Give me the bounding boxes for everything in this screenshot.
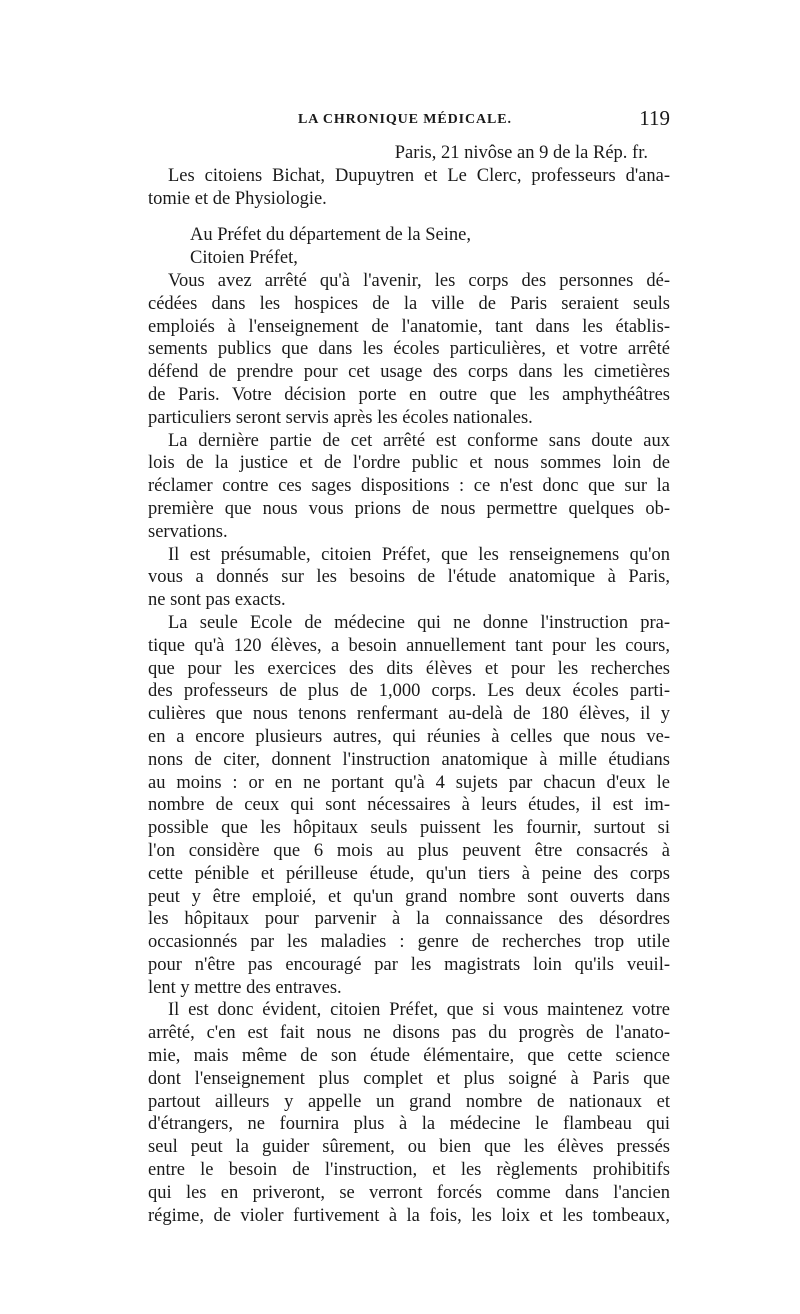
text-line: particuliers seront servis après les écoles nationales. [148,407,533,428]
page-number: 119 [639,106,670,130]
text-line: réclamer contre ces sages dispositions : ce n'est donc que sur la [148,476,670,497]
text-line: Il est donc évident, citoien Préfet, que si vous maintenez votre [168,1000,670,1021]
text-line: servations. [148,521,228,542]
text-line: lois de la justice et de l'ordre public et nous sommes loin de [148,453,670,474]
text-line: mie, mais même de son étude élémentaire, que cette science [148,1046,670,1067]
text-line: l'on considère que 6 mois au plus peuvent être consacrés à [148,840,670,861]
text-line: partout ailleurs y appelle un grand nombre de nationaux et [148,1091,670,1112]
dateline: Paris, 21 nivôse an 9 de la Rép. fr. [394,143,648,163]
paragraph [148,999,670,1227]
text-line: dont l'enseignement plus complet et plus soigné à Paris que [148,1068,670,1089]
paragraph [148,270,670,430]
text-line: qui les en priveront, se verront forcés comme dans l'ancien [148,1182,670,1203]
text-line: seul peut la guider sûrement, ou bien que les élèves pressés [148,1137,670,1158]
text-line: nombre de ceux qui sont nécessaires à leurs études, il est im- [148,795,670,816]
text-line: les hôpitaux pour parvenir à la connaissance des désordres [148,909,670,930]
text-line: d'étrangers, ne fournira plus à la médecine le flambeau qui [148,1114,670,1135]
text-line: arrêté, c'en est fait nous ne disons pas du progrès de l'anato- [148,1023,670,1044]
salutation-line: tomie et de Physiologie. [148,188,327,209]
journal-title: LA CHRONIQUE MÉDICALE. [298,112,512,127]
text-line: que pour les exercices des dits élèves et pour les recherches [148,658,670,679]
paragraph [148,544,670,612]
text-line: vous a donnés sur les besoins de l'étude anatomique à Paris, [148,567,670,588]
text-line: des professeurs de plus de 1,000 corps. Les deux écoles parti- [148,681,670,702]
text-line: ne sont pas exacts. [148,590,286,611]
spacer [148,210,670,224]
salutation-line: Les citoiens Bichat, Dupuytren et Le Clerc, professeurs d'ana- [168,165,670,186]
text-line: entre le besoin de l'instruction, et les règlements prohibitifs [148,1160,670,1181]
text-line: La dernière partie de cet arrêté est conforme sans doute aux [168,430,670,451]
text-line: emploiés à l'enseignement de l'anatomie, tant dans les établis- [148,316,670,337]
text-line: première que nous vous prions de nous permettre quelques ob- [148,498,670,519]
text-line: au moins : or en ne portant qu'à 4 sujets par chacun d'eux le [148,772,670,793]
text-line: cédées dans les hospices de la ville de Paris seraient seuls [148,293,670,314]
paragraph [148,430,670,544]
text-line: nons de citer, donnent l'instruction anatomique à mille étudians [148,749,670,770]
text-line: pour n'être pas encouragé par les magistrats loin qu'ils veuil- [148,954,670,975]
text-line: régime, de violer furtivement à la fois, les loix et les tombeaux, [148,1205,670,1226]
text-line: sements publics que dans les écoles particulières, et votre arrêté [148,339,670,360]
text-line: possible que les hôpitaux seuls puissent les fournir, surtout si [148,818,670,839]
text-line: tique qu'à 120 élèves, a besoin annuellement tant pour les cours, [148,635,670,656]
text-line: Vous avez arrêté qu'à l'avenir, les corps des personnes dé- [168,270,670,291]
text-line: peut y être emploié, et qu'un grand nombre sont ouverts dans [148,886,670,907]
text-line: Il est présumable, citoien Préfet, que les renseignemens qu'on [168,544,670,565]
letter-body [148,142,670,1227]
paragraph [148,612,670,1000]
text-line: défend de prendre pour cet usage des corps dans les cimetières [148,362,670,383]
text-line: culières que nous tenons renfermant au-delà de 180 élèves, il y [148,704,670,725]
text-line: en a encore plusieurs autres, qui réunies à celles que nous ve- [148,726,670,747]
text-line: lent y mettre des entraves. [148,977,342,998]
text-line: occasionnés par les maladies : genre de recherches trop utile [148,932,670,953]
address-line: Citoien Préfet, [190,248,298,269]
text-line: cette pénible et périlleuse étude, qu'un tiers à peine des corps [148,863,670,884]
address-line: Au Préfet du département de la Seine, [190,225,471,246]
running-head [148,106,670,132]
text-line: La seule Ecole de médecine qui ne donne l'instruction pra- [168,612,670,633]
text-line: de Paris. Votre décision porte en outre que les amphythéâtres [148,384,670,405]
